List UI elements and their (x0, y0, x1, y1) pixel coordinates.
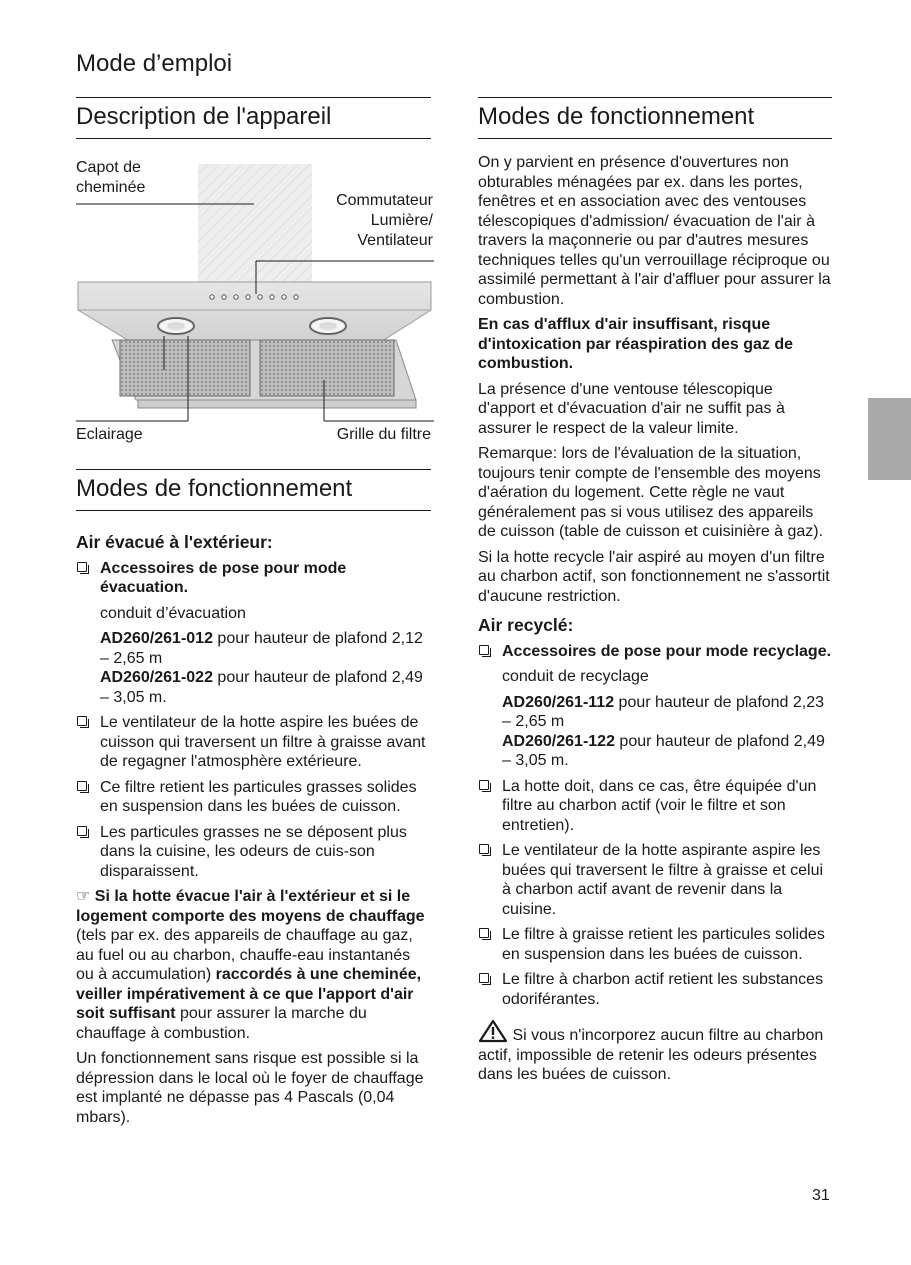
item-text: Le filtre à charbon actif retient les substances odoriférantes. (502, 971, 824, 1008)
item-text: Ce filtre retient les particules grasses solides en suspension dans les buées de cuisson. (100, 778, 417, 815)
model-list (76, 629, 432, 707)
page-title: Mode d’emploi (76, 50, 233, 77)
left-column-text (76, 533, 432, 1133)
item-text: Le filtre à graisse retient les particules solides en suspension dans les buées de cuisson. (502, 926, 825, 963)
label-eclairage: Eclairage (76, 426, 143, 443)
item-title: Accessoires de pose pour mode évacuation. (100, 559, 347, 596)
item-sub: conduit de recyclage (502, 668, 649, 685)
model-code: AD260/261-012 (100, 630, 213, 647)
paragraph: Si la hotte recycle l'air aspiré au moyen d'un filtre au charbon actif, son fonctionnement ne s'assortit d'aucune restriction. (478, 548, 830, 605)
checklist-item (478, 642, 834, 662)
divider (76, 138, 431, 139)
checkbox-icon (77, 781, 87, 791)
chapter-tab (868, 398, 911, 480)
checkbox-icon (479, 645, 489, 655)
divider (478, 138, 832, 139)
paragraph: Un fonctionnement sans risque est possible si la dépression dans le local où le foyer de chauffage est implanté ne dépasse pas 4 Pascals (0,04 mbars). (76, 1050, 424, 1126)
checkbox-icon (479, 928, 489, 938)
checklist-item (478, 841, 834, 919)
model-desc: pour hauteur de plafond 2,49 – 3,05 m. (502, 732, 825, 769)
pointing-hand-icon: ☞ (76, 888, 91, 905)
checklist-item (76, 823, 432, 882)
warning-icon (478, 1019, 508, 1043)
light-left-inner (167, 322, 185, 330)
right-column-text (478, 153, 834, 1091)
section-title-modes-right: Modes de fonctionnement (478, 103, 755, 130)
checklist-item (478, 970, 834, 1009)
item-text: Le ventilateur de la hotte aspirante aspire les buées qui traversent le filtre à graisse et celui à charbon actif avant de revenir dans la cuisine. (502, 842, 824, 918)
item-sub: conduit d’évacuation (100, 604, 246, 622)
paragraph: La présence d'une ventouse télescopique d'apport et d'évacuation d'air ne suffit pas à assurer le respect de la valeur limite. (478, 380, 785, 437)
item-title: Accessoires de pose pour mode recyclage. (502, 642, 832, 660)
note-text: pour assurer la marche du chauffage à combustion. (76, 1005, 367, 1042)
section-title-modes-left: Modes de fonctionnement (76, 475, 353, 502)
checklist-item (478, 777, 834, 836)
checklist-item (76, 559, 432, 598)
checkbox-icon (77, 562, 87, 572)
hood-diagram (76, 160, 434, 430)
checklist-item (76, 778, 432, 817)
label-capot: Capot de cheminée (76, 159, 146, 196)
hood-front-rail (138, 400, 416, 408)
divider (76, 469, 431, 470)
item-text: La hotte doit, dans ce cas, être équipée d'un filtre au charbon actif (voir le filtre et son entretien). (502, 777, 817, 834)
page-number: 31 (812, 1187, 830, 1204)
light-right-inner (319, 322, 337, 330)
hood-canopy (78, 282, 431, 345)
note-bold: raccordés à une cheminée, veiller impérativement à ce que l'apport d'air soit suffisant (76, 966, 422, 1022)
caution-text: Si vous n'incorporez aucun filtre au charbon actif, impossible de retenir les odeurs présentes dans les buées de cuisson. (478, 1027, 824, 1083)
checklist-item (76, 713, 432, 772)
checklist-item (478, 925, 834, 964)
heading-air-recycle: Air recyclé: (478, 615, 574, 635)
model-desc: pour hauteur de plafond 2,12 – 2,65 m (100, 630, 423, 667)
checkbox-icon (479, 973, 489, 983)
checkbox-icon (479, 780, 489, 790)
paragraph: Remarque: lors de l'évaluation de la situation, toujours tenir compte de l'ensemble des moyens d'aération du logement. Cette règle ne vaut généralement pas si vous utilisez des appareils de cuisson (table de cuisson et cuisinière à gaz). (478, 445, 824, 540)
model-desc: pour hauteur de plafond 2,23 – 2,65 m (502, 693, 825, 730)
warning-paragraph: En cas d'afflux d'air insuffisant, risque d'intoxication par réaspiration des gaz de combustion. (478, 316, 793, 372)
note-text: (tels par ex. des appareils de chauffage au gaz, au fuel ou au charbon, chauffe-eau instantanés ou à accumulation) (76, 927, 413, 983)
filter-right (260, 340, 394, 396)
label-grille: Grille du filtre (336, 426, 431, 443)
heading-air-evacue: Air évacué à l'extérieur: (76, 532, 273, 552)
checkbox-icon (77, 826, 87, 836)
important-note (76, 887, 432, 1043)
model-code: AD260/261-122 (502, 732, 615, 750)
item-text: Les particules grasses ne se déposent plus dans la cuisine, les odeurs de cuis-son disparaissent. (100, 823, 407, 880)
note-bold: Si la hotte évacue l'air à l'extérieur et si le logement comporte des moyens de chauffage (76, 888, 425, 925)
divider (478, 97, 832, 98)
model-code: AD260/261-112 (502, 693, 615, 711)
checkbox-icon (479, 844, 489, 854)
divider (76, 510, 431, 511)
label-commutateur: Commutateur Lumière/ Ventilateur (336, 192, 433, 249)
filter-left (120, 340, 250, 396)
item-text: Le ventilateur de la hotte aspire les buées de cuisson qui traversent un filtre à graisse avant de regagner l'atmosphère extérieure. (100, 714, 426, 770)
paragraph: On y parvient en présence d'ouvertures non obturables ménagées par ex. dans les portes, fenêtres et en association avec des ventouses télescopiques d'admission/ évacuation de l'air à travers la maçonnerie ou par d'autres mesures techniques telles qu'un verrouillage réciproque ou assimilé permettant à l'air d'affluer pour assurer la combustion. (478, 154, 831, 308)
model-desc: pour hauteur de plafond 2,49 – 3,05 m. (100, 669, 423, 706)
divider (76, 97, 431, 98)
checkbox-icon (77, 716, 87, 726)
section-title-description: Description de l'appareil (76, 103, 332, 130)
chimney-hatch (198, 164, 312, 282)
model-list (478, 693, 834, 771)
caution-paragraph (478, 1019, 834, 1085)
model-code: AD260/261-022 (100, 669, 213, 686)
